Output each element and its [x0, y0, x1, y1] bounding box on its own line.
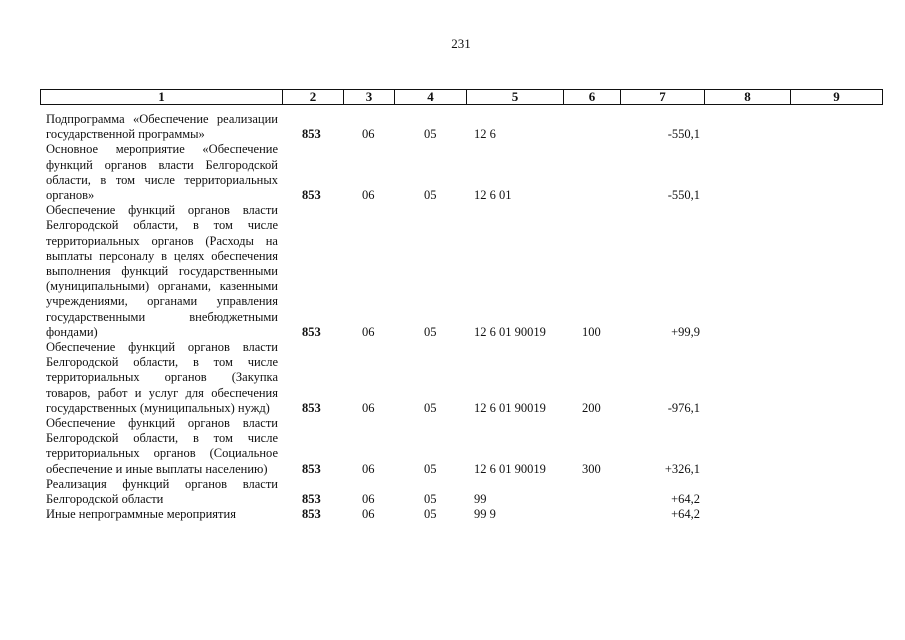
row-ministry-code: 853	[302, 492, 321, 507]
row-target-article: 12 6 01 90019	[474, 400, 546, 415]
row-expense-type: 200	[582, 400, 601, 415]
row-subsection-code: 05	[424, 400, 437, 415]
row-subsection-code: 05	[424, 188, 437, 203]
budget-rows	[40, 112, 882, 522]
row-expense-type: 300	[582, 461, 601, 476]
column-header-2: 2	[283, 90, 344, 105]
column-header-6: 6	[564, 90, 621, 105]
table-row	[40, 477, 882, 507]
row-section-code: 06	[362, 492, 375, 507]
table-row	[40, 340, 882, 416]
row-section-code: 06	[362, 461, 375, 476]
row-section-code: 06	[362, 507, 375, 522]
row-expense-type: 100	[582, 324, 601, 339]
page-number: 231	[451, 36, 471, 51]
row-ministry-code: 853	[302, 461, 321, 476]
column-header-9: 9	[791, 90, 883, 105]
row-section-code: 06	[362, 324, 375, 339]
row-amount: +64,2	[671, 507, 700, 522]
row-target-article: 12 6 01	[474, 188, 512, 203]
column-header-7: 7	[621, 90, 705, 105]
table-row	[40, 416, 882, 477]
row-subsection-code: 05	[424, 127, 437, 142]
row-ministry-code: 853	[302, 188, 321, 203]
column-header-3: 3	[344, 90, 395, 105]
row-amount: -550,1	[667, 127, 700, 142]
row-subsection-code: 05	[424, 507, 437, 522]
column-header-table	[40, 89, 883, 105]
row-target-article: 99 9	[474, 507, 496, 522]
table-row	[40, 507, 882, 522]
row-amount: +326,1	[664, 461, 700, 476]
row-target-article: 12 6 01 90019	[474, 324, 546, 339]
row-amount: -976,1	[667, 400, 700, 415]
row-ministry-code: 853	[302, 324, 321, 339]
row-ministry-code: 853	[302, 400, 321, 415]
row-description: Обеспечение функций органов власти Белгородской области, в том числе территориальных органов (Закупка товаров, работ и услуг для обеспечения государственных (муниципальных) нужд)	[46, 340, 278, 415]
row-target-article: 12 6	[474, 127, 496, 142]
row-description: Основное мероприятие «Обеспечение функций органов власти Белгородской области, в том числе территориальных органов»	[46, 142, 278, 203]
column-header-1: 1	[41, 90, 283, 105]
row-section-code: 06	[362, 188, 375, 203]
column-header-row	[41, 90, 883, 105]
row-ministry-code: 853	[302, 507, 321, 522]
column-header-4: 4	[395, 90, 467, 105]
row-target-article: 12 6 01 90019	[474, 461, 546, 476]
table-row	[40, 142, 882, 203]
row-amount: -550,1	[667, 188, 700, 203]
row-subsection-code: 05	[424, 324, 437, 339]
row-target-article: 99	[474, 492, 487, 507]
row-description: Иные непрограммные мероприятия	[46, 507, 236, 522]
row-description: Реализация функций органов власти Белгородской области	[46, 476, 278, 507]
row-section-code: 06	[362, 400, 375, 415]
row-section-code: 06	[362, 127, 375, 142]
row-amount: +99,9	[671, 324, 700, 339]
table-row	[40, 203, 882, 340]
column-header-5: 5	[467, 90, 564, 105]
column-header-8: 8	[705, 90, 791, 105]
row-amount: +64,2	[671, 492, 700, 507]
row-description: Обеспечение функций органов власти Белгородской области, в том числе территориальных органов (Расходы на выплаты персоналу в целях обеспечения выполнения функций государственными (муниципальными) органами, казенными учреждениями, органами управления государственными внебюджетными фондами)	[46, 203, 278, 339]
table-row	[40, 112, 882, 142]
row-description: Подпрограмма «Обеспечение реализации государственной программы»	[46, 112, 278, 142]
row-ministry-code: 853	[302, 127, 321, 142]
row-subsection-code: 05	[424, 461, 437, 476]
row-subsection-code: 05	[424, 492, 437, 507]
row-description: Обеспечение функций органов власти Белгородской области, в том числе территориальных органов (Социальное обеспечение и иные выплаты населению)	[46, 416, 278, 476]
